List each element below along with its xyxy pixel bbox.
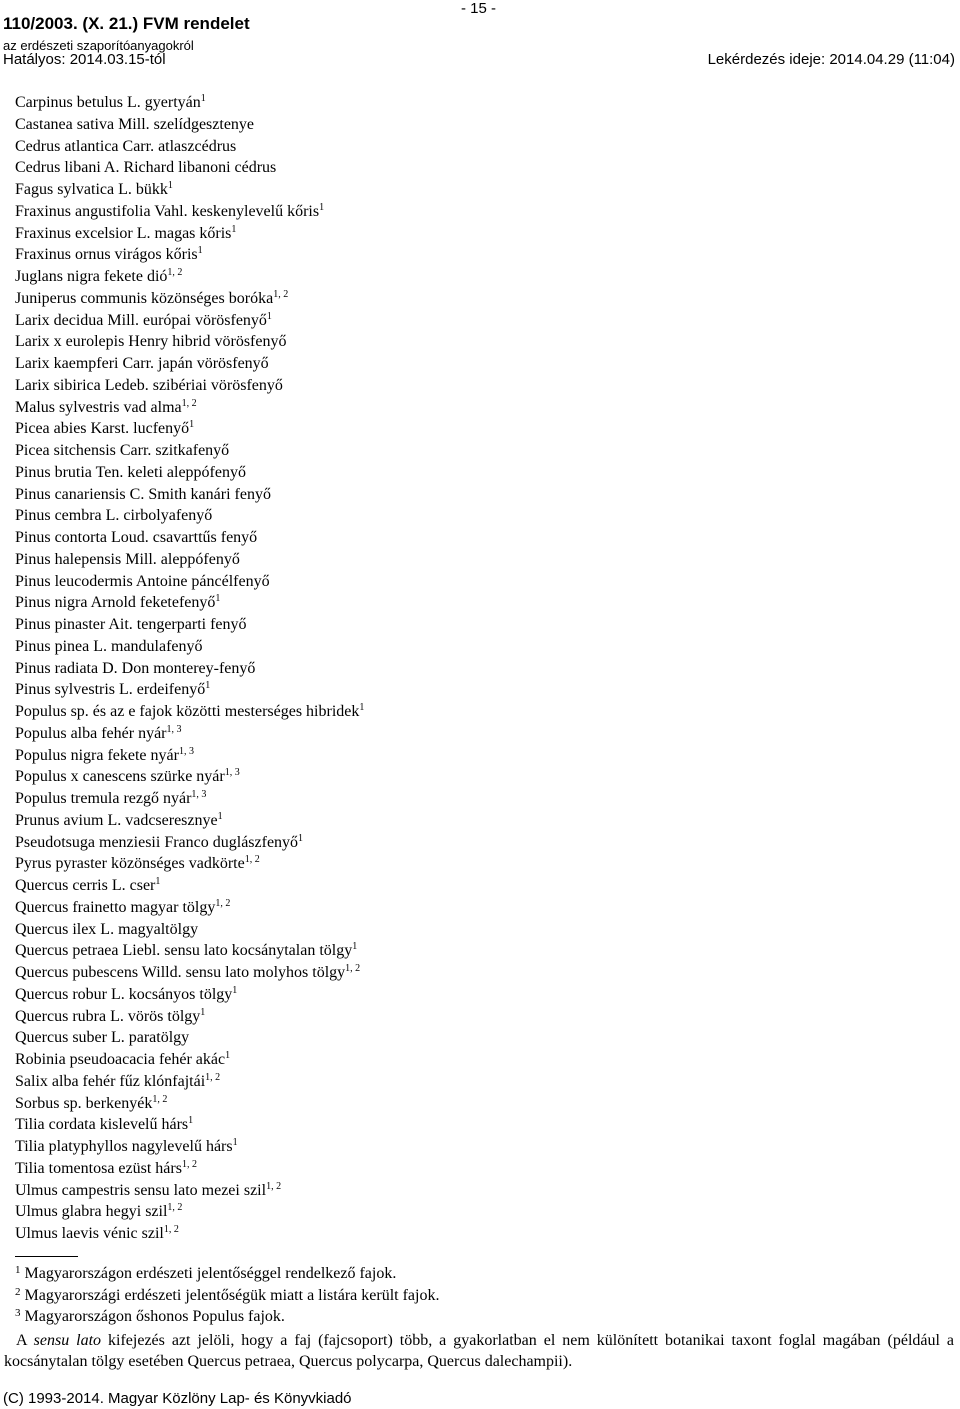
species-name: Pseudotsuga menziesii Franco duglászfenyő (15, 833, 299, 851)
species-name: Juniperus communis közönséges boróka (15, 289, 274, 307)
species-item (15, 571, 364, 593)
species-name: Tilia cordata kislevelű hárs (15, 1116, 189, 1134)
species-name: Juglans nigra fekete dió (15, 268, 168, 285)
species-footnote-ref: 1 (205, 680, 211, 692)
species-name: Pinus leucodermis Antoine páncélfenyő (15, 572, 270, 590)
species-item (15, 440, 364, 462)
species-name: Pinus brutia Ten. keleti aleppófenyő (15, 463, 246, 481)
species-item (15, 549, 364, 571)
species-footnote-ref: 1, 2 (181, 1158, 197, 1170)
species-name: Larix sibirica Ledeb. szibériai vörösfenyő (15, 376, 283, 394)
species-footnote-ref: 1 (359, 702, 365, 713)
species-footnote-ref: 1, 2 (152, 1093, 168, 1105)
species-footnote-ref: 1, 3 (191, 789, 207, 800)
species-footnote-ref: 1 (298, 832, 304, 844)
species-item (15, 418, 364, 440)
species-name: Prunus avium L. vadcseresznye (15, 811, 218, 829)
species-name: Quercus cerris L. cser (15, 877, 156, 894)
species-name: Pinus contorta Loud. csavarttűs fenyő (15, 529, 258, 546)
species-item (15, 462, 364, 484)
footnote-text: Magyarországon őshonos Populus fajok. (24, 1308, 285, 1325)
species-footnote-ref: 1, 2 (244, 854, 260, 866)
species-name: Populus nigra fekete nyár (15, 746, 179, 764)
species-item (15, 288, 364, 310)
species-name: Robinia pseudoacacia fehér akác (15, 1051, 226, 1068)
species-item (15, 723, 364, 745)
species-footnote-ref: 1, 3 (224, 767, 240, 779)
species-footnote-ref: 1, 2 (215, 897, 231, 909)
page-number: - 15 - (461, 0, 497, 17)
species-footnote-ref: 1 (232, 984, 238, 996)
species-item (15, 940, 364, 962)
species-footnote-ref: 1, 2 (205, 1071, 221, 1083)
species-name: Ulmus laevis vénic szil (15, 1225, 164, 1242)
species-name: Pinus nigra Arnold feketefenyő (15, 594, 216, 612)
species-item (15, 244, 364, 266)
species-name: Larix x eurolepis Henry hibrid vörösfenyő (15, 333, 287, 351)
species-footnote-ref: 1 (197, 245, 203, 257)
footnote-marker: 2 (15, 1286, 21, 1298)
species-footnote-ref: 1, 2 (181, 397, 197, 409)
species-item (15, 1071, 364, 1093)
species-item (15, 397, 364, 419)
document-subtitle: az erdészeti szaporítóanyagokról (3, 38, 194, 53)
footnote-3 (15, 1308, 285, 1326)
species-footnote-ref: 1 (225, 1050, 231, 1061)
species-name: Quercus ilex L. magyaltölgy (15, 920, 199, 938)
species-item (15, 614, 364, 636)
species-item (15, 766, 364, 788)
note-text-after: kifejezés azt jelöli, hogy a faj (fajcsoport) több, a gyakorlatban el nem különített botanikai taxont foglal magában (például a kocsánytalan tölgy esetében Quercus petraea, Quercus polycarpa, Quercus dalechampii). (4, 1332, 955, 1370)
species-name: Populus tremula rezgő nyár (15, 790, 192, 807)
species-item (15, 157, 364, 179)
species-footnote-ref: 1 (155, 876, 161, 887)
species-name: Populus x canescens szürke nyár (15, 768, 225, 786)
species-name: Fraxinus excelsior L. magas kőris (15, 224, 232, 242)
species-item (15, 1201, 364, 1223)
species-name: Pinus cembra L. cirbolyafenyő (15, 507, 213, 525)
species-footnote-ref: 1 (266, 310, 272, 322)
species-item (15, 1223, 364, 1245)
species-name: Picea sitchensis Carr. szitkafenyő (15, 442, 230, 459)
species-item (15, 1180, 364, 1202)
species-footnote-ref: 1, 3 (178, 745, 194, 757)
species-item (15, 136, 364, 158)
species-footnote-ref: 1, 3 (166, 723, 182, 735)
species-name: Castanea sativa Mill. szelídgesztenye (15, 115, 255, 133)
species-name: Larix kaempferi Carr. japán vörösfenyő (15, 355, 269, 372)
species-item (15, 788, 364, 810)
copyright-footer: (C) 1993-2014. Magyar Közlöny Lap- és Könyvkiadó (3, 1390, 352, 1407)
species-name: Quercus petraea Liebl. sensu lato kocsánytalan tölgy (15, 942, 353, 960)
species-name: Sorbus sp. berkenyék (15, 1094, 153, 1112)
species-list (15, 92, 364, 1245)
species-item (15, 223, 364, 245)
species-item (15, 1027, 364, 1049)
species-name: Quercus pubescens Willd. sensu lato molyhos tölgy (15, 964, 346, 981)
species-name: Pinus halepensis Mill. aleppófenyő (15, 550, 240, 568)
query-timestamp: Lekérdezés ideje: 2014.04.29 (11:04) (707, 51, 955, 68)
species-item (15, 853, 364, 875)
species-name: Fraxinus angustifolia Vahl. keskenylevelű kőris (15, 202, 320, 220)
species-name: Quercus suber L. paratölgy (15, 1029, 190, 1047)
species-footnote-ref: 1, 2 (273, 288, 289, 300)
species-name: Carpinus betulus L. gyertyán (15, 94, 201, 111)
species-item (15, 266, 364, 288)
species-item (15, 331, 364, 353)
species-item (15, 353, 364, 375)
species-name: Ulmus glabra hegyi szil (15, 1203, 168, 1221)
species-footnote-ref: 1 (319, 201, 325, 213)
species-footnote-ref: 1 (215, 593, 221, 605)
footnote-text: Magyarországon erdészeti jelentőséggel rendelkező fajok. (24, 1265, 397, 1282)
species-item (15, 701, 364, 723)
species-name: Fagus sylvatica L. bükk (15, 181, 168, 198)
species-item (15, 527, 364, 549)
species-name: Populus sp. és az e fajok közötti mesterséges hibridek (15, 703, 360, 720)
species-name: Fraxinus ornus virágos kőris (15, 246, 198, 264)
validity-date: Hatályos: 2014.03.15-tól (3, 51, 166, 68)
species-footnote-ref: 1, 2 (167, 267, 183, 278)
species-name: Quercus frainetto magyar tölgy (15, 898, 216, 916)
species-name: Pyrus pyraster közönséges vadkörte (15, 855, 245, 873)
species-footnote-ref: 1 (352, 941, 358, 953)
species-item (15, 1093, 364, 1115)
species-item (15, 114, 364, 136)
species-footnote-ref: 1 (188, 1115, 194, 1127)
species-item (15, 484, 364, 506)
species-footnote-ref: 1 (167, 180, 173, 191)
species-item (15, 658, 364, 680)
note-italic-term: sensu lato (33, 1332, 102, 1349)
species-name: Pinus canariensis C. Smith kanári fenyő (15, 485, 271, 503)
species-item (15, 745, 364, 767)
species-item (15, 897, 364, 919)
species-name: Pinus radiata D. Don monterey-fenyő (15, 659, 256, 677)
species-footnote-ref: 1, 2 (266, 1180, 282, 1192)
species-name: Quercus rubra L. vörös tölgy (15, 1007, 201, 1025)
species-name: Picea abies Karst. lucfenyő (15, 420, 190, 438)
species-item (15, 1006, 364, 1028)
footnote-1 (15, 1265, 396, 1283)
species-item (15, 179, 364, 201)
species-footnote-ref: 1, 2 (167, 1202, 183, 1214)
species-footnote-ref: 1 (231, 223, 237, 235)
species-footnote-ref: 1 (189, 419, 195, 431)
species-item (15, 1136, 364, 1158)
species-name: Cedrus libani A. Richard libanoni cédrus (15, 159, 277, 177)
species-item (15, 1049, 364, 1071)
species-item (15, 310, 364, 332)
species-item (15, 984, 364, 1006)
species-item (15, 875, 364, 897)
species-item (15, 919, 364, 941)
species-name: Populus alba fehér nyár (15, 724, 167, 742)
species-item (15, 592, 364, 614)
species-name: Larix decidua Mill. európai vörösfenyő (15, 311, 267, 329)
sensu-lato-note (4, 1330, 954, 1372)
footnote-2 (15, 1287, 439, 1305)
species-name: Tilia platyphyllos nagylevelű hárs (15, 1138, 233, 1155)
species-name: Salix alba fehér fűz klónfajtái (15, 1072, 206, 1090)
species-item (15, 92, 364, 114)
footnote-divider (15, 1256, 78, 1257)
species-item (15, 636, 364, 658)
species-name: Tilia tomentosa ezüst hárs (15, 1159, 182, 1177)
species-footnote-ref: 1 (217, 810, 223, 822)
species-item (15, 1114, 364, 1136)
species-item (15, 375, 364, 397)
species-item (15, 679, 364, 701)
species-item (15, 810, 364, 832)
species-footnote-ref: 1 (200, 93, 206, 104)
species-footnote-ref: 1 (200, 1006, 206, 1018)
species-name: Quercus robur L. kocsányos tölgy (15, 985, 233, 1003)
document-title: 110/2003. (X. 21.) FVM rendelet (3, 14, 250, 33)
species-name: Pinus pinaster Ait. tengerparti fenyő (15, 616, 247, 633)
species-footnote-ref: 1 (232, 1137, 238, 1148)
species-name: Cedrus atlantica Carr. atlaszcédrus (15, 137, 237, 155)
species-name: Malus sylvestris vad alma (15, 398, 182, 416)
species-item (15, 1158, 364, 1180)
note-text-before: A (16, 1332, 34, 1349)
species-item (15, 832, 364, 854)
species-item (15, 505, 364, 527)
species-footnote-ref: 1, 2 (163, 1224, 179, 1235)
species-footnote-ref: 1, 2 (345, 963, 361, 974)
species-name: Pinus sylvestris L. erdeifenyő (15, 681, 206, 699)
species-name: Pinus pinea L. mandulafenyő (15, 637, 203, 655)
footnote-text: Magyarországi erdészeti jelentőségük miatt a listára került fajok. (24, 1287, 440, 1304)
species-item (15, 201, 364, 223)
footnote-marker: 3 (15, 1307, 21, 1319)
footnote-marker: 1 (15, 1264, 21, 1276)
species-item (15, 962, 364, 984)
species-name: Ulmus campestris sensu lato mezei szil (15, 1181, 267, 1199)
